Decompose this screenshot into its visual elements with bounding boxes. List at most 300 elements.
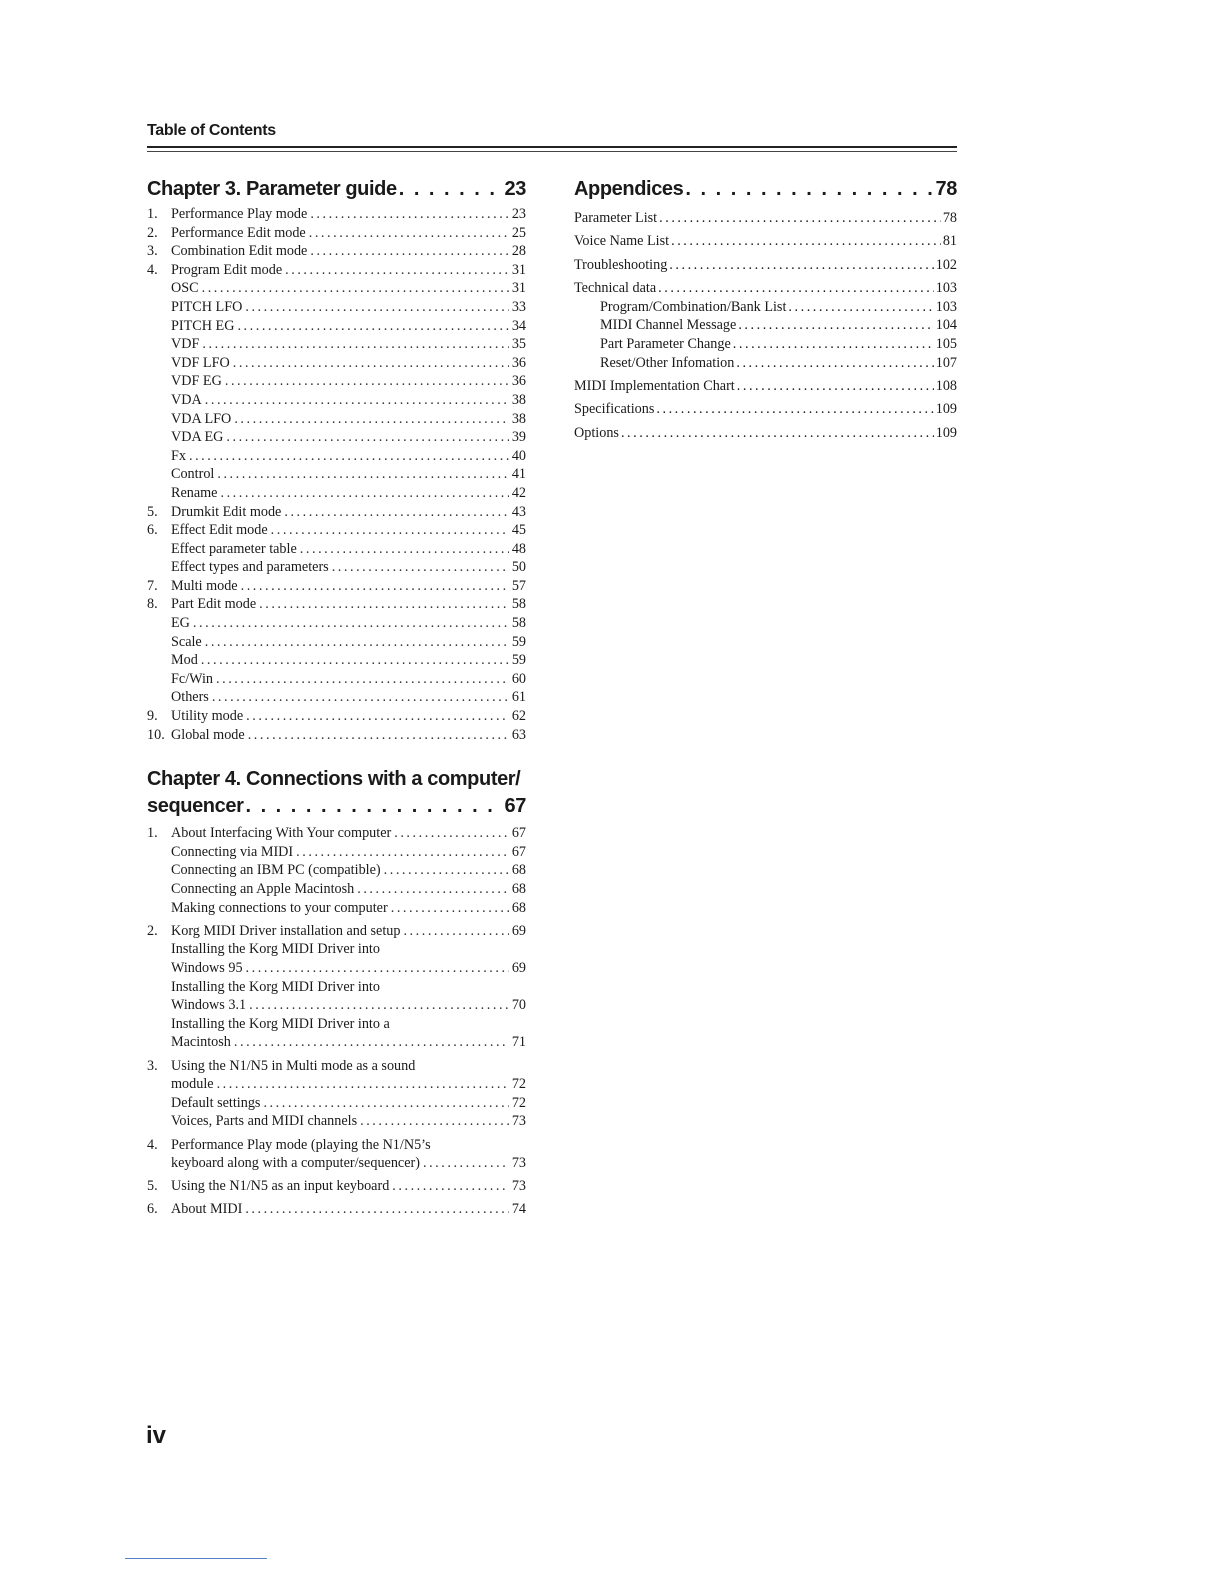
entry-label: Fx bbox=[171, 447, 186, 464]
leader-dots bbox=[310, 242, 508, 261]
entry-label: VDA bbox=[171, 391, 202, 408]
toc-entry[interactable] bbox=[147, 205, 526, 224]
entry-label-line: Using the N1/N5 in Multi mode as a sound bbox=[171, 1057, 416, 1074]
toc-entry[interactable] bbox=[147, 1057, 526, 1094]
leader-dots bbox=[202, 335, 508, 354]
entry-label: OSC bbox=[171, 280, 199, 297]
entry-number: 4. bbox=[147, 1136, 158, 1153]
entry-content bbox=[171, 410, 526, 429]
leader-dots bbox=[394, 824, 509, 843]
entry-label: Multi mode bbox=[171, 577, 238, 594]
entry-label: Part Edit mode bbox=[171, 596, 257, 613]
entry-page: 70 bbox=[511, 997, 526, 1014]
toc-entry[interactable] bbox=[147, 317, 526, 336]
appendices-heading[interactable] bbox=[574, 176, 957, 203]
appendix-entry[interactable] bbox=[574, 279, 957, 298]
toc-entry[interactable] bbox=[147, 922, 526, 941]
toc-entry[interactable] bbox=[147, 1094, 526, 1113]
entry-page: 109 bbox=[935, 401, 957, 418]
leader-dots bbox=[216, 670, 509, 689]
toc-entry[interactable] bbox=[147, 465, 526, 484]
leader-dots bbox=[332, 558, 509, 577]
toc-entry[interactable] bbox=[147, 224, 526, 243]
entry-label: Combination Edit mode bbox=[171, 243, 308, 260]
chapter4-title-line2: sequencer bbox=[147, 795, 244, 818]
entry-page: 68 bbox=[511, 862, 526, 879]
entry-page: 34 bbox=[511, 317, 526, 334]
entry-label: MIDI Implementation Chart bbox=[574, 377, 735, 394]
entry-label: MIDI Channel Message bbox=[600, 317, 737, 334]
appendix-entry[interactable] bbox=[574, 354, 957, 373]
leader-dots bbox=[205, 633, 509, 652]
appendices-page: 78 bbox=[935, 178, 957, 200]
entry-content bbox=[171, 978, 526, 1015]
entry-label: Scale bbox=[171, 633, 202, 650]
entry-label: Effect types and parameters bbox=[171, 559, 329, 576]
appendix-entry[interactable] bbox=[574, 256, 957, 275]
entry-number: 1. bbox=[147, 206, 158, 222]
entry-content bbox=[171, 614, 526, 633]
appendix-entry[interactable] bbox=[574, 316, 957, 335]
chapter4-page: 67 bbox=[504, 795, 526, 818]
entry-label: Voice Name List bbox=[574, 233, 670, 250]
appendix-entry[interactable] bbox=[574, 209, 957, 228]
toc-entry[interactable] bbox=[147, 298, 526, 317]
entry-page: 67 bbox=[511, 843, 526, 860]
toc-entry[interactable] bbox=[147, 521, 526, 540]
entry-content bbox=[171, 880, 526, 899]
leader-dots bbox=[309, 224, 509, 243]
appendix-entry[interactable] bbox=[574, 400, 957, 419]
entry-label: Effect Edit mode bbox=[171, 522, 268, 539]
entry-label: Control bbox=[171, 466, 215, 483]
entry-page: 28 bbox=[511, 243, 526, 260]
leader-dots bbox=[271, 521, 509, 540]
toc-entry[interactable] bbox=[147, 1112, 526, 1131]
entry-label: About MIDI bbox=[171, 1201, 243, 1218]
toc-entry[interactable] bbox=[147, 614, 526, 633]
entry-content bbox=[171, 577, 526, 596]
entry-page: 103 bbox=[935, 280, 957, 297]
toc-entry[interactable] bbox=[147, 558, 526, 577]
entry-content bbox=[171, 1112, 526, 1131]
entry-page: 48 bbox=[511, 540, 526, 557]
entry-page: 40 bbox=[511, 447, 526, 464]
entry-content bbox=[171, 447, 526, 466]
entry-content bbox=[171, 1136, 526, 1173]
leader-dots bbox=[658, 279, 934, 298]
entry-label: VDA LFO bbox=[171, 410, 232, 427]
toc-entry[interactable] bbox=[147, 670, 526, 689]
appendices-list bbox=[574, 209, 957, 442]
entry-number: 4. bbox=[147, 261, 158, 278]
entry-label: Utility mode bbox=[171, 708, 244, 725]
entry-last-line bbox=[171, 843, 526, 862]
chapter3-page: 23 bbox=[504, 178, 526, 200]
entry-number: 8. bbox=[147, 596, 158, 613]
leader-dots bbox=[237, 317, 508, 336]
leader-dots bbox=[205, 391, 509, 410]
appendix-entry[interactable] bbox=[574, 298, 957, 317]
toc-entry[interactable] bbox=[147, 484, 526, 503]
entry-number: 5. bbox=[147, 1178, 158, 1195]
entry-label: Connecting an Apple Macintosh bbox=[171, 881, 355, 897]
entry-label-line: Installing the Korg MIDI Driver into bbox=[171, 941, 380, 958]
entry-last-line bbox=[171, 880, 526, 899]
entry-label: Rename bbox=[171, 484, 218, 501]
entry-page: 25 bbox=[511, 224, 526, 241]
entry-label: Macintosh bbox=[171, 1034, 231, 1051]
entry-label: Using the N1/N5 as an input keyboard bbox=[171, 1178, 390, 1195]
chapter4-heading[interactable] bbox=[147, 766, 526, 820]
entry-page: 78 bbox=[942, 210, 957, 226]
entry-content bbox=[171, 503, 526, 522]
entry-content bbox=[171, 354, 526, 373]
entry-number: 2. bbox=[147, 922, 158, 939]
leader-dots bbox=[259, 595, 509, 614]
entry-page: 67 bbox=[511, 825, 526, 842]
leader-dots bbox=[241, 577, 509, 596]
entry-label: Voices, Parts and MIDI channels bbox=[171, 1113, 358, 1130]
toc-entry[interactable] bbox=[147, 726, 526, 745]
leader-dots bbox=[245, 793, 502, 820]
entry-content bbox=[171, 824, 526, 843]
entry-label: VDF bbox=[171, 336, 200, 353]
entry-number: 9. bbox=[147, 708, 158, 725]
chapter3-title: Chapter 3. Parameter guide bbox=[147, 178, 397, 200]
entry-number: 5. bbox=[147, 503, 158, 520]
leader-dots bbox=[285, 261, 509, 280]
entry-label: Performance Edit mode bbox=[171, 224, 306, 241]
toc-entry[interactable] bbox=[147, 595, 526, 614]
leader-dots bbox=[300, 540, 509, 559]
entry-content bbox=[171, 261, 526, 280]
entry-page: 38 bbox=[511, 391, 526, 408]
toc-entry[interactable] bbox=[147, 372, 526, 391]
entry-number: 6. bbox=[147, 522, 158, 539]
leader-dots bbox=[201, 651, 509, 670]
entry-last-line bbox=[171, 922, 526, 941]
entry-page: 42 bbox=[511, 484, 526, 501]
entry-page: 73 bbox=[511, 1113, 526, 1130]
entry-label: Fc/Win bbox=[171, 670, 213, 687]
toc-entry[interactable] bbox=[147, 540, 526, 559]
entry-label: Program/Combination/Bank List bbox=[600, 298, 787, 315]
toc-entry[interactable] bbox=[147, 688, 526, 707]
entry-label: Others bbox=[171, 689, 209, 706]
entry-content bbox=[171, 372, 526, 391]
entry-content bbox=[171, 595, 526, 614]
leader-dots bbox=[357, 880, 509, 899]
appendix-entry[interactable] bbox=[574, 232, 957, 251]
toc-entry[interactable] bbox=[147, 447, 526, 466]
entry-content bbox=[171, 861, 526, 880]
entry-page: 23 bbox=[511, 206, 526, 222]
entry-page: 69 bbox=[511, 959, 526, 976]
entry-number: 1. bbox=[147, 825, 158, 842]
toc-entry[interactable] bbox=[147, 354, 526, 373]
entry-label: PITCH EG bbox=[171, 317, 235, 334]
entry-content bbox=[171, 391, 526, 410]
entry-content bbox=[171, 558, 526, 577]
entry-label: Drumkit Edit mode bbox=[171, 503, 282, 520]
leader-dots bbox=[263, 1094, 508, 1113]
entry-page: 41 bbox=[511, 466, 526, 483]
entry-content bbox=[171, 1015, 526, 1052]
leader-dots bbox=[736, 354, 933, 373]
toc-entry[interactable] bbox=[147, 261, 526, 280]
entry-content bbox=[171, 633, 526, 652]
toc-entry[interactable] bbox=[147, 843, 526, 862]
toc-entry[interactable] bbox=[147, 1015, 526, 1052]
leader-dots bbox=[296, 843, 509, 862]
toc-entry[interactable] bbox=[147, 633, 526, 652]
entry-last-line bbox=[171, 1094, 526, 1113]
entry-label: Reset/Other Infomation bbox=[600, 354, 735, 371]
leader-dots bbox=[193, 614, 509, 633]
entry-page: 107 bbox=[935, 354, 957, 371]
leader-dots bbox=[391, 899, 509, 918]
entry-page: 36 bbox=[511, 354, 526, 371]
entry-page: 81 bbox=[942, 233, 957, 250]
leader-dots bbox=[217, 465, 508, 484]
entry-page: 59 bbox=[511, 633, 526, 650]
toc-entry[interactable] bbox=[147, 279, 526, 298]
entry-page: 59 bbox=[511, 652, 526, 669]
entry-label: Connecting an IBM PC (compatible) bbox=[171, 862, 381, 879]
leader-dots bbox=[671, 232, 941, 251]
entry-page: 105 bbox=[935, 335, 957, 352]
toc-entry[interactable] bbox=[147, 391, 526, 410]
toc-entry[interactable] bbox=[147, 824, 526, 843]
right-column bbox=[574, 176, 957, 442]
leader-dots bbox=[189, 447, 509, 466]
toc-entry[interactable] bbox=[147, 707, 526, 726]
entry-label: Options bbox=[574, 424, 619, 441]
leader-dots bbox=[733, 335, 934, 354]
entry-content bbox=[171, 688, 526, 707]
entry-label: Connecting via MIDI bbox=[171, 843, 294, 860]
entry-page: 68 bbox=[511, 899, 526, 916]
entry-page: 108 bbox=[935, 377, 957, 394]
entry-page: 58 bbox=[511, 615, 526, 632]
entry-last-line bbox=[171, 996, 526, 1015]
leader-dots bbox=[423, 1154, 509, 1173]
entry-page: 50 bbox=[511, 559, 526, 576]
entry-page: 102 bbox=[935, 256, 957, 273]
entry-content bbox=[171, 242, 526, 261]
entry-page: 38 bbox=[511, 410, 526, 427]
entry-label: Troubleshooting bbox=[574, 256, 668, 273]
entry-page: 61 bbox=[511, 689, 526, 706]
entry-page: 36 bbox=[511, 373, 526, 390]
leader-dots bbox=[656, 400, 933, 419]
entry-number: 3. bbox=[147, 1057, 158, 1074]
entry-page: 73 bbox=[511, 1178, 526, 1195]
leader-dots bbox=[738, 316, 933, 335]
entry-last-line bbox=[171, 824, 526, 843]
entry-number: 6. bbox=[147, 1201, 158, 1218]
entry-page: 104 bbox=[935, 317, 957, 334]
entry-label: Parameter List bbox=[574, 210, 658, 226]
toc-entry[interactable] bbox=[147, 899, 526, 918]
header-rule bbox=[147, 146, 957, 148]
leader-dots bbox=[659, 209, 941, 228]
entry-label: Global mode bbox=[171, 726, 245, 743]
entry-content bbox=[171, 670, 526, 689]
leader-dots bbox=[621, 424, 934, 443]
left-column bbox=[147, 176, 526, 1219]
leader-dots bbox=[246, 707, 509, 726]
leader-dots bbox=[212, 688, 509, 707]
entry-content bbox=[171, 540, 526, 559]
entry-label: module bbox=[171, 1076, 214, 1093]
entry-label-line: Installing the Korg MIDI Driver into bbox=[171, 978, 380, 995]
entry-page: 74 bbox=[511, 1201, 526, 1218]
leader-dots bbox=[249, 996, 509, 1015]
toc-entry[interactable] bbox=[147, 1200, 526, 1219]
entry-content bbox=[171, 726, 526, 745]
leader-dots bbox=[248, 726, 509, 745]
entry-label: Windows 3.1 bbox=[171, 997, 247, 1014]
entry-content bbox=[171, 224, 526, 243]
entry-label: Windows 95 bbox=[171, 959, 243, 976]
entry-page: 45 bbox=[511, 522, 526, 539]
toc-entry[interactable] bbox=[147, 428, 526, 447]
entry-number: 2. bbox=[147, 224, 158, 241]
toc-entry[interactable] bbox=[147, 880, 526, 899]
toc-entry[interactable] bbox=[147, 861, 526, 880]
entry-page: 72 bbox=[511, 1094, 526, 1111]
leader-dots bbox=[245, 298, 508, 317]
entry-page: 68 bbox=[511, 881, 526, 897]
entry-label: About Interfacing With Your computer bbox=[171, 825, 392, 842]
leader-dots bbox=[234, 410, 509, 429]
entry-label: Making connections to your computer bbox=[171, 899, 388, 916]
leader-dots bbox=[202, 279, 509, 298]
entry-page: 63 bbox=[511, 726, 526, 743]
entry-content bbox=[171, 484, 526, 503]
leader-dots bbox=[669, 256, 933, 275]
appendix-entry[interactable] bbox=[574, 377, 957, 396]
entry-last-line bbox=[171, 1112, 526, 1131]
entry-page: 109 bbox=[935, 424, 957, 441]
entry-label: Program Edit mode bbox=[171, 261, 283, 278]
entry-page: 31 bbox=[511, 261, 526, 278]
toc-entry[interactable] bbox=[147, 503, 526, 522]
leader-dots bbox=[685, 176, 933, 203]
entry-content bbox=[171, 940, 526, 977]
leader-dots bbox=[403, 922, 508, 941]
entry-content bbox=[171, 1094, 526, 1113]
entry-label: Part Parameter Change bbox=[600, 335, 731, 352]
leader-dots bbox=[392, 1177, 509, 1196]
chapter3-list bbox=[147, 205, 526, 744]
leader-dots bbox=[360, 1112, 509, 1131]
toc-entry[interactable] bbox=[147, 335, 526, 354]
entry-label: EG bbox=[171, 615, 190, 632]
entry-label: Effect parameter table bbox=[171, 540, 297, 557]
leader-dots bbox=[234, 1033, 509, 1052]
entry-content bbox=[171, 279, 526, 298]
footer-line bbox=[125, 1558, 267, 1559]
chapter4-title-line1: Chapter 4. Connections with a computer/ bbox=[147, 768, 521, 791]
toc-entry[interactable] bbox=[147, 242, 526, 261]
entry-label: keyboard along with a computer/sequencer) bbox=[171, 1155, 420, 1172]
entry-content bbox=[171, 843, 526, 862]
leader-dots bbox=[225, 372, 509, 391]
leader-dots bbox=[788, 298, 933, 317]
entry-content bbox=[171, 1200, 526, 1219]
entry-page: 57 bbox=[511, 577, 526, 594]
toc-entry[interactable] bbox=[147, 940, 526, 977]
leader-dots bbox=[245, 1200, 508, 1219]
entry-page: 39 bbox=[511, 429, 526, 446]
page-header-title: Table of Contents bbox=[147, 122, 276, 139]
entry-last-line bbox=[171, 861, 526, 880]
entry-content bbox=[171, 428, 526, 447]
entry-page: 73 bbox=[511, 1155, 526, 1172]
entry-label: Default settings bbox=[171, 1094, 261, 1111]
appendix-entry[interactable] bbox=[574, 335, 957, 354]
entry-label: Mod bbox=[171, 652, 198, 669]
entry-label: VDF EG bbox=[171, 373, 222, 390]
entry-last-line bbox=[171, 1200, 526, 1219]
leader-dots bbox=[246, 959, 509, 978]
appendices-title: Appendices bbox=[574, 178, 684, 200]
leader-dots bbox=[310, 205, 509, 224]
toc-entry[interactable] bbox=[147, 651, 526, 670]
entry-content bbox=[171, 205, 526, 224]
entry-last-line bbox=[171, 1177, 526, 1196]
entry-page: 71 bbox=[511, 1034, 526, 1051]
entry-last-line bbox=[171, 899, 526, 918]
entry-label-line: Installing the Korg MIDI Driver into a bbox=[171, 1015, 390, 1032]
page-number: iv bbox=[146, 1422, 167, 1449]
toc-entry[interactable] bbox=[147, 1177, 526, 1196]
chapter3-heading[interactable] bbox=[147, 176, 526, 203]
toc-entry[interactable] bbox=[147, 577, 526, 596]
entry-label: Performance Play mode bbox=[171, 206, 308, 222]
entry-number: 3. bbox=[147, 243, 158, 260]
entry-content bbox=[171, 335, 526, 354]
entry-label: Technical data bbox=[574, 280, 657, 297]
leader-dots bbox=[384, 861, 509, 880]
leader-dots bbox=[399, 176, 503, 203]
entry-content bbox=[171, 922, 526, 941]
entry-label: Korg MIDI Driver installation and setup bbox=[171, 922, 401, 939]
entry-content bbox=[171, 899, 526, 918]
toc-entry[interactable] bbox=[147, 978, 526, 1015]
entry-last-line bbox=[171, 959, 526, 978]
entry-content bbox=[171, 651, 526, 670]
entry-page: 103 bbox=[935, 298, 957, 315]
entry-last-line bbox=[171, 1154, 526, 1173]
entry-content bbox=[171, 298, 526, 317]
toc-entry[interactable] bbox=[147, 410, 526, 429]
toc-entry[interactable] bbox=[147, 1136, 526, 1173]
leader-dots bbox=[217, 1075, 509, 1094]
entry-label-line: Performance Play mode (playing the N1/N5’s bbox=[171, 1136, 431, 1153]
entry-page: 58 bbox=[511, 596, 526, 613]
entry-page: 33 bbox=[511, 298, 526, 315]
entry-last-line bbox=[171, 1033, 526, 1052]
entry-page: 43 bbox=[511, 503, 526, 520]
appendix-entry[interactable] bbox=[574, 424, 957, 443]
entry-content bbox=[171, 707, 526, 726]
entry-label: VDF LFO bbox=[171, 354, 230, 371]
leader-dots bbox=[233, 354, 509, 373]
